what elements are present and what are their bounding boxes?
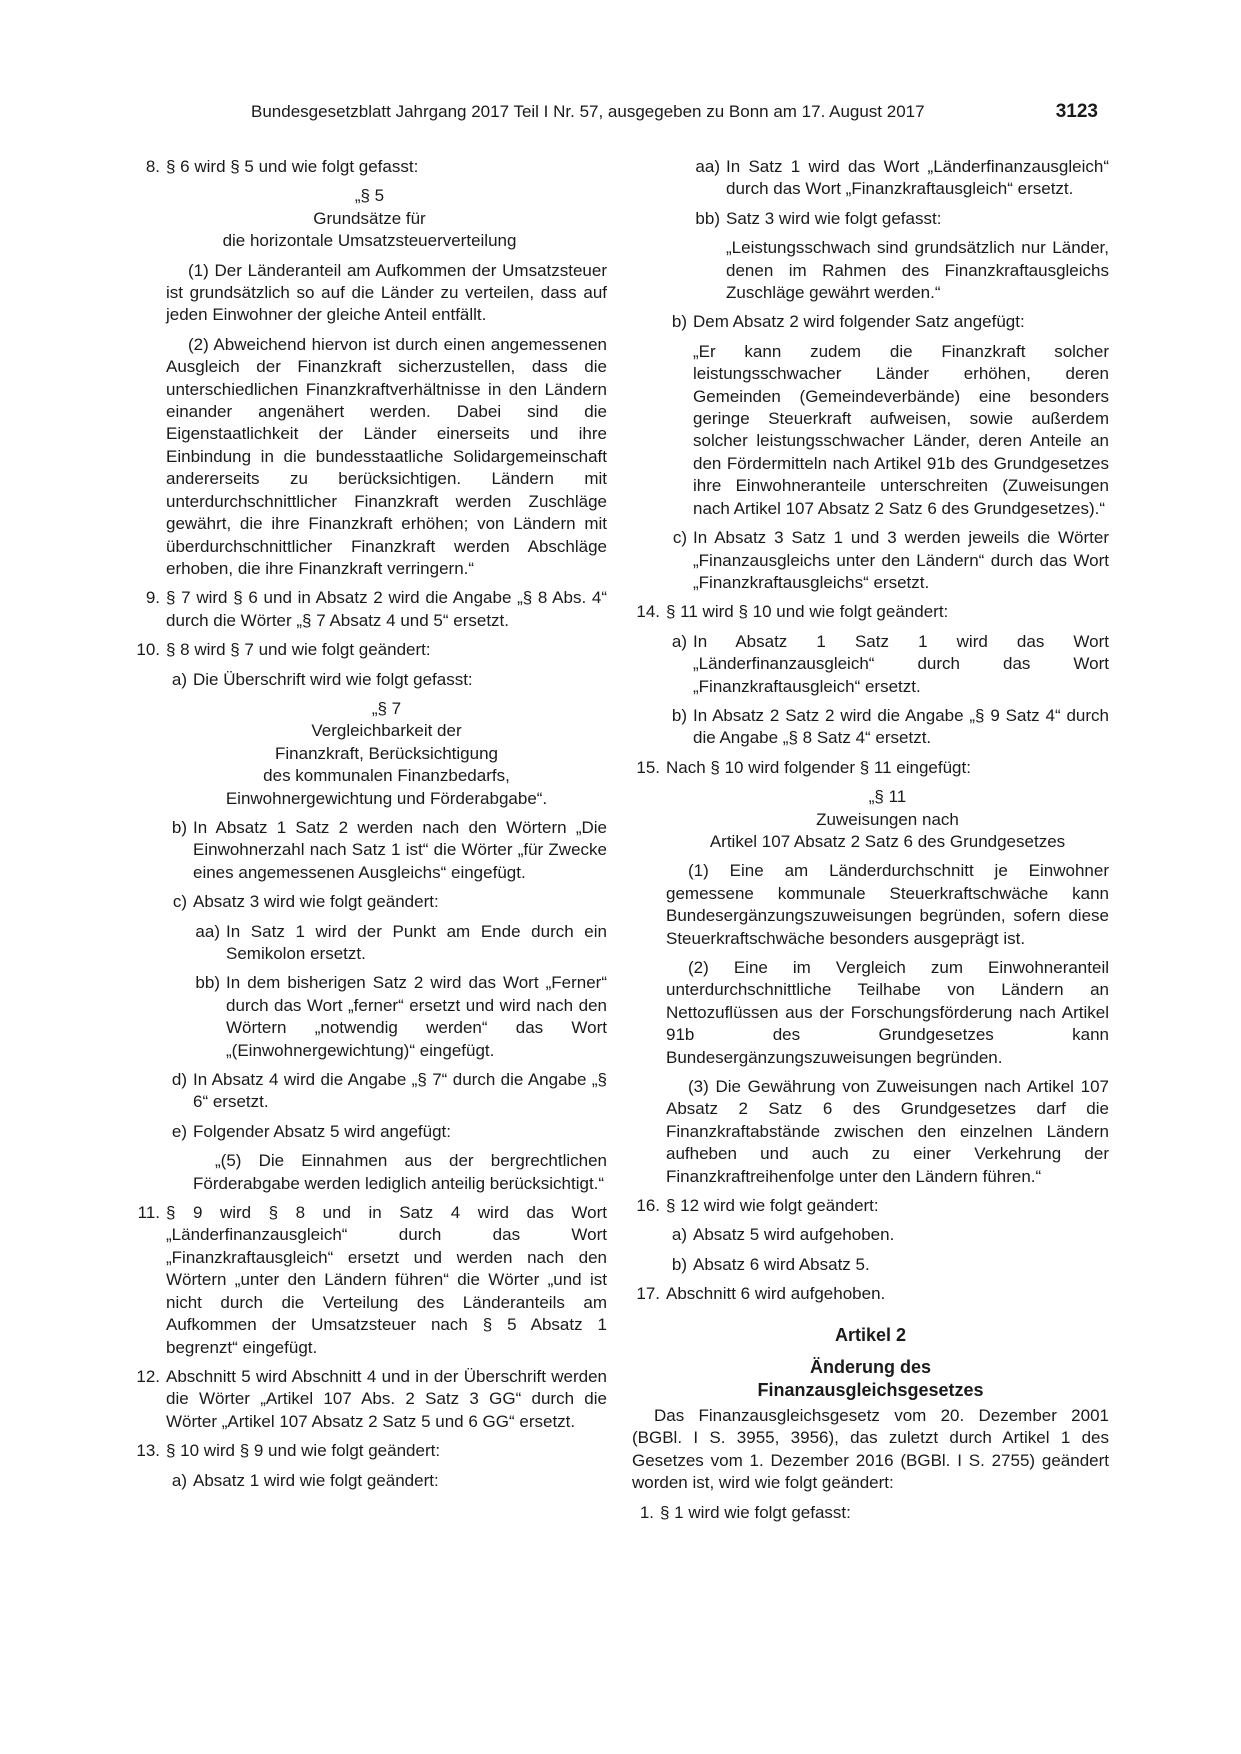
item-number: bb) <box>695 208 720 228</box>
page-header <box>0 100 1241 124</box>
item-number: bb) <box>195 973 220 993</box>
list-item <box>626 1502 1109 1524</box>
list-item <box>666 527 1109 594</box>
item-text: § 8 wird § 7 und wie folgt geändert: <box>166 640 431 660</box>
section-heading: Einwohnergewichtung und Förderabgabe“. <box>225 788 548 808</box>
list-item <box>132 1366 607 1433</box>
quote-paragraph: „Er kann zudem die Finanzkraft solcher leistungsschwacher Länder erhöhen, deren Gemeinden (Gemeindeverbände) eine besonders geringe Steuerkraft aufweisen, sowie außerdem solcher leistungsschwacher Länder, deren Anteile an den Fördermitteln nach Artikel 91b des Grundgesetzes ihre Einwohneranteile unterschreiten (Zuweisungen nach Artikel 107 Absatz 2 Satz 6 des Grundgesetzes).“ <box>693 341 1109 518</box>
list-item <box>632 1195 1109 1217</box>
item-number: a) <box>171 669 187 689</box>
paragraph: (3) Die Gewährung von Zuweisungen nach Artikel 107 Absatz 2 Satz 6 des Grundgesetzes darf die Finanzkraftabstände zwischen den einzelnen Ländern aufheben und auch zu einer Verkehrung der Finanzkraftreihenfolge unter den Ländern führen.“ <box>666 1077 1109 1186</box>
item-text: § 6 wird § 5 und wie folgt gefasst: <box>166 157 419 176</box>
item-number: b) <box>671 705 687 725</box>
item-number: 8. <box>145 157 160 176</box>
item-text: In dem bisherigen Satz 2 wird das Wort „Ferner“ durch das Wort „ferner“ ersetzt und wird nach den Wörtern „notwendig werden“ das Wort „(Einwohnergewichtung)“ eingefügt. <box>226 973 607 1060</box>
list-item <box>692 156 1109 201</box>
section-title: „§ 7 <box>371 698 402 718</box>
item-number: 10. <box>136 640 160 660</box>
page-number: 3123 <box>1055 101 1098 122</box>
item-text: In Absatz 2 Satz 2 wird die Angabe „§ 9 Satz 4“ durch die Angabe „§ 8 Satz 4“ ersetzt. <box>693 705 1109 748</box>
paragraph: (2) Eine im Vergleich zum Einwohneranteil unterdurchschnittliche Teilhabe von Ländern an Nettozuflüssen aus der Forschungsförderung nach Artikel 91b des Grundgesetzes kann Bundesergänzungszuweisungen begründen. <box>666 958 1109 1067</box>
article-title: Finanzausgleichsgesetzes <box>757 1379 984 1400</box>
item-text: In Absatz 1 Satz 2 werden nach den Wörtern „Die Einwohnerzahl nach Satz 1 ist“ die Wörter „für Zwecke eines angemessenen Ausgleichs“ eingefügt. <box>193 817 607 882</box>
item-text: Abschnitt 6 wird aufgehoben. <box>666 1284 886 1304</box>
item-text: Satz 3 wird wie folgt gefasst: <box>726 208 942 228</box>
list-item <box>192 972 607 1062</box>
item-number: a) <box>671 631 687 651</box>
list-item <box>666 311 1109 333</box>
list-item <box>166 1121 607 1143</box>
list-item <box>132 1440 607 1462</box>
section-heading: Zuweisungen nach <box>816 809 959 829</box>
list-item <box>666 1224 1109 1246</box>
item-text: Nach § 10 wird folgender § 11 eingefügt: <box>666 757 971 777</box>
paragraph: (1) Eine am Länderdurchschnitt je Einwohner gemessene kommunale Steuerkraftschwäche kann Bundesergänzungszuweisungen begründen, sofern diese Steuerkraftschwäche besonders ausgeprägt ist. <box>666 861 1109 948</box>
item-number: a) <box>671 1225 687 1245</box>
section-block <box>666 786 1109 853</box>
paragraph: (2) Abweichend hiervon ist durch einen angemessenen Ausgleich der Finanzkraft sicherzustellen, dass die unterschiedlichen Finanzkraftverhältnisse in den Ländern einander angenähert werden. Dabei sind die Eigenstaatlichkeit der Länder einerseits und ihre Einbindung in die bundesstaatliche Solidargemeinschaft andererseits zu berücksichtigen. Ländern mit unterdurchschnittlicher Finanzkraft werden Zuschläge gewährt, die ihre Finanzkraft erhöhen; von Ländern mit überdurchschnittlicher Finanzkraft werden Abschläge erhoben, die ihre Finanzkraft verringern.“ <box>166 334 607 578</box>
item-text: In Absatz 3 Satz 1 und 3 werden jeweils die Wörter „Finanzausgleichs unter den Ländern“ durch das Wort „Finanzkraftausgleichs“ ersetzt. <box>693 528 1109 592</box>
item-number: d) <box>171 1070 187 1090</box>
item-text: Absatz 5 wird aufgehoben. <box>693 1225 895 1245</box>
list-item <box>132 639 607 661</box>
item-number: b) <box>671 1254 687 1274</box>
section-heading: des kommunalen Finanzbedarfs, <box>263 766 510 786</box>
section-heading: Artikel 107 Absatz 2 Satz 6 des Grundgesetzes <box>709 831 1066 851</box>
item-text: § 1 wird wie folgt gefasst: <box>660 1502 851 1522</box>
item-number: a) <box>171 1470 187 1490</box>
list-item <box>632 757 1109 779</box>
list-item <box>166 1470 607 1492</box>
item-text: Dem Absatz 2 wird folgender Satz angefügt: <box>693 312 1025 332</box>
list-item <box>632 601 1109 623</box>
quote-paragraph: „Leistungsschwach sind grundsätzlich nur Länder, denen im Rahmen des Finanzkraftausgleichs Zuschläge gewährt werden.“ <box>726 238 1109 303</box>
item-number: 11. <box>137 1203 160 1223</box>
article-title: Änderung des <box>809 1357 931 1378</box>
item-number: c) <box>672 528 687 548</box>
right-column <box>632 156 1109 1531</box>
section-block <box>166 698 607 810</box>
item-number: 14. <box>636 602 660 622</box>
item-text: In Satz 1 wird das Wort „Länderfinanzausgleich“ durch das Wort „Finanzkraftausgleich“ ersetzt. <box>726 157 1109 199</box>
list-item <box>666 705 1109 750</box>
item-text: In Absatz 1 Satz 1 wird das Wort „Länderfinanzausgleich“ durch das Wort „Finanzkraftausgleich“ ersetzt. <box>693 631 1109 696</box>
item-text: § 10 wird § 9 und wie folgt geändert: <box>166 1441 441 1461</box>
item-text: Folgender Absatz 5 wird angefügt: <box>193 1121 451 1141</box>
list-item <box>132 587 607 632</box>
list-item <box>192 921 607 966</box>
item-number: aa) <box>195 921 220 941</box>
article-heading: Artikel 2 <box>834 1324 907 1345</box>
list-item <box>692 208 1109 230</box>
item-text: § 9 wird § 8 und in Satz 4 wird das Wort „Länderfinanzausgleich“ durch das Wort „Finanzkraftausgleich“ ersetzt und werden nach den Wörtern „unter den Ländern führen“ die Wörter „und ist nicht durch die Verteilung des Länderanteils am Aufkommen der Umsatzsteuer nach § 5 Absatz 1 begrenzt“ eingefügt. <box>166 1203 607 1357</box>
left-column <box>132 156 607 1499</box>
item-number: b) <box>171 817 187 837</box>
item-number: 12. <box>136 1366 160 1386</box>
section-heading: Grundsätze für <box>313 208 426 228</box>
item-text: Die Überschrift wird wie folgt gefasst: <box>193 669 473 689</box>
item-number: 1. <box>639 1502 654 1522</box>
item-number: aa) <box>695 157 720 176</box>
list-item <box>632 1283 1109 1305</box>
list-item <box>166 1069 607 1114</box>
item-text: Absatz 6 wird Absatz 5. <box>693 1254 870 1274</box>
list-item <box>132 1202 607 1359</box>
list-item <box>166 817 607 884</box>
list-item <box>132 156 607 178</box>
item-number: 15. <box>636 757 660 777</box>
paragraph: (1) Der Länderanteil am Aufkommen der Umsatzsteuer ist grundsätzlich so auf die Länder zu verteilen, dass auf jeden Einwohner der gleiche Anteil entfällt. <box>166 260 607 325</box>
list-item <box>166 891 607 913</box>
section-title: „§ 5 <box>354 186 385 206</box>
section-heading: die horizontale Umsatzsteuerverteilung <box>222 231 517 251</box>
item-text: § 12 wird wie folgt geändert: <box>666 1196 879 1216</box>
item-text: § 7 wird § 6 und in Absatz 2 wird die Angabe „§ 8 Abs. 4“ durch die Wörter „§ 7 Absatz 4 und 5“ ersetzt. <box>166 588 607 630</box>
item-number: c) <box>172 892 187 912</box>
section-title: „§ 11 <box>868 787 907 807</box>
section-heading: Finanzkraft, Berücksichtigung <box>275 743 498 763</box>
item-text: In Absatz 4 wird die Angabe „§ 7“ durch die Angabe „§ 6“ ersetzt. <box>193 1070 607 1112</box>
item-text: Absatz 3 wird wie folgt geändert: <box>193 892 439 912</box>
item-number: 17. <box>636 1284 660 1304</box>
item-text: § 11 wird § 10 und wie folgt geändert: <box>666 602 949 622</box>
section-heading: Vergleichbarkeit der <box>311 721 462 741</box>
list-item <box>166 669 607 691</box>
item-text: In Satz 1 wird der Punkt am Ende durch ein Semikolon ersetzt. <box>226 921 607 963</box>
item-text: Abschnitt 5 wird Abschnitt 4 und in der Überschrift werden die Wörter „Artikel 107 Abs. 2 Satz 3 GG“ durch die Wörter „Artikel 107 Absatz 2 Satz 5 und 6 GG“ ersetzt. <box>166 1366 607 1431</box>
item-number: b) <box>671 312 687 332</box>
list-item <box>666 1254 1109 1276</box>
quote-paragraph: „(5) Die Einnahmen aus der bergrechtlichen Förderabgabe werden lediglich anteilig berücksichtigt.“ <box>193 1151 607 1193</box>
header-text: Bundesgesetzblatt Jahrgang 2017 Teil I Nr. 57, ausgegeben zu Bonn am 17. August 2017 <box>251 102 925 121</box>
list-item <box>666 631 1109 698</box>
item-number: e) <box>171 1121 187 1141</box>
item-number: 16. <box>636 1196 660 1216</box>
paragraph: Das Finanzausgleichsgesetz vom 20. Dezember 2001 (BGBl. I S. 3955, 3956), das zuletzt durch Artikel 1 des Gesetzes vom 1. Dezember 2016 (BGBl. I S. 2755) geändert worden ist, wird wie folgt geändert: <box>632 1405 1109 1493</box>
item-number: 9. <box>145 588 160 608</box>
item-number: 13. <box>136 1441 160 1461</box>
item-text: Absatz 1 wird wie folgt geändert: <box>193 1470 439 1490</box>
